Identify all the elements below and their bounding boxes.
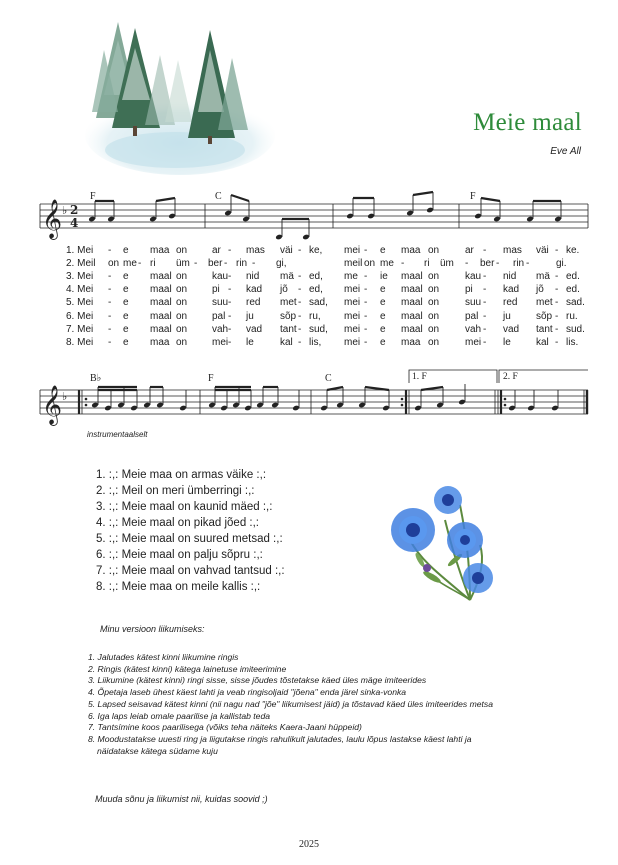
lyric-syllable: e (380, 297, 386, 309)
lyric-syllable: - (298, 336, 302, 348)
treble-clef: 𝄞 (42, 199, 63, 239)
lyric-syllable: on (428, 310, 440, 322)
lyric-syllable: e (123, 245, 129, 256)
staff-1 (40, 204, 588, 228)
time-signature-digit: 2 (70, 203, 79, 217)
composer: Eve All (550, 146, 581, 157)
lyric-syllable: le (503, 336, 511, 348)
lyric-syllable: 6. Mei (66, 310, 94, 322)
lyric-syllable: e (380, 336, 386, 348)
lyric-syllable: - (483, 323, 487, 335)
lyric-syllable: 2. Meil (66, 258, 96, 270)
lyric-syllable: sõp (536, 310, 553, 322)
lyric-syllable: mei (465, 336, 482, 348)
lyric-syllable: ju (246, 310, 254, 322)
lyric-syllable: - (108, 297, 112, 309)
lyric-syllable: - (194, 258, 198, 270)
lyric-syllable: - (228, 245, 232, 256)
lyric-syllable: - (364, 336, 368, 348)
lyric-syllable: - (555, 310, 559, 322)
lyric-syllable: vah (212, 323, 229, 335)
lyric-syllable: suu (465, 297, 482, 309)
lyric-syllable: - (364, 297, 368, 309)
staff-2 (40, 390, 588, 414)
lyric-syllable: kau (465, 271, 482, 283)
lyric-syllable: - (483, 284, 487, 296)
lyric-syllable: ri (424, 258, 430, 270)
lyric-syllable: - (108, 336, 112, 348)
notes-staff-2 (91, 384, 559, 411)
chord-label: F (208, 373, 214, 384)
lyric-syllable: mei (344, 336, 361, 348)
lyric-syllable: ed, (309, 271, 323, 283)
lyric-syllable: mä (536, 271, 550, 283)
chord-label: F (470, 191, 476, 202)
lyric-syllable: on (176, 271, 188, 283)
movements-title: Minu versioon liikumiseks: (100, 624, 205, 634)
volta-2-label: 2. F (503, 372, 518, 382)
chord-label: C (215, 191, 222, 202)
volta-1-label: 1. F (412, 372, 427, 382)
lyric-syllable: me (123, 258, 137, 270)
lyric-syllable: ke. (566, 245, 580, 256)
lyric-syllable: 5. Mei (66, 297, 94, 309)
lyric-syllable: mei (344, 284, 361, 296)
lyric-syllable: on (176, 284, 188, 296)
lyric-syllable: ru, (309, 310, 321, 322)
lyric-syllable: 1. Mei (66, 245, 94, 256)
lyric-syllable: - (298, 245, 302, 256)
lyric-syllable: on (176, 336, 188, 348)
lyric-syllable: ri (150, 258, 156, 270)
lyric-syllable: - (228, 297, 232, 309)
lyric-syllable: e (380, 323, 386, 335)
lyric-syllable: on (176, 297, 188, 309)
lyric-syllable: on (428, 245, 440, 256)
lyric-syllable: ke, (309, 245, 323, 256)
lyric-syllable: e (123, 271, 129, 283)
lyric-syllable: - (298, 297, 302, 309)
lyric-syllable: pal (465, 310, 479, 322)
lyric-syllable: ed. (566, 271, 580, 283)
footer-note: Muuda sõnu ja liikumist nii, kuidas soovid ;) (95, 794, 268, 804)
lyric-syllable: on (176, 310, 188, 322)
lyric-syllable: - (555, 323, 559, 335)
lyric-syllable: maal (150, 310, 172, 322)
lyric-syllable: - (228, 284, 232, 296)
lyric-syllable: on (428, 271, 440, 283)
lyric-syllable: maal (150, 297, 172, 309)
lyric-syllable: kad (503, 284, 520, 296)
lyric-syllable: tant (280, 323, 297, 335)
lyric-syllable: e (380, 284, 386, 296)
verse-list (96, 467, 285, 595)
movement-item: 2. Ringis (kätest kinni) kätega lainetuse imiteerimine (88, 663, 287, 674)
lyric-syllable: - (298, 310, 302, 322)
verse-line: 8. :,: Meie maa on meile kallis :,: (96, 581, 261, 593)
flat-sign-2: ♭ (62, 390, 68, 403)
lyric-syllable: ar (465, 245, 474, 256)
lyric-syllable: - (298, 271, 302, 283)
lyric-syllable: e (123, 323, 129, 335)
lyric-syllable: - (298, 323, 302, 335)
lyric-syllable: - (364, 310, 368, 322)
lyric-syllable: vad (503, 323, 520, 335)
lyric-syllable: red (503, 297, 518, 309)
lyric-syllable: 8. Mei (66, 336, 94, 348)
verse-line: 2. :,: Meil on meri ümberringi :,: (96, 485, 255, 497)
lyric-syllable: - (465, 258, 469, 270)
lyric-syllable: - (298, 284, 302, 296)
lyric-syllable: maal (401, 271, 423, 283)
lyric-syllable: pi (212, 284, 220, 296)
lyric-syllable: maal (150, 284, 172, 296)
verse-line: 5. :,: Meie maal on suured metsad :,: (96, 533, 283, 545)
lyric-syllable: vad (246, 323, 263, 335)
lyric-syllable: ed, (309, 284, 323, 296)
lyric-syllable: sud, (309, 323, 328, 335)
movement-item: 4. Õpetaja laseb ühest käest lahti ja veab ringisoljaid "jõena" enda järel sinka-vonka (88, 687, 407, 698)
lyric-syllable: - (228, 310, 232, 322)
lyric-syllable: on (428, 297, 440, 309)
lyric-syllable: rin (236, 258, 248, 270)
cornflower-illustration (391, 486, 493, 600)
lyric-syllable: maa (150, 336, 170, 348)
lyric-syllable: jõ (536, 284, 544, 296)
lyric-syllable: gi, (276, 258, 287, 270)
lyric-syllable: nid (503, 271, 517, 283)
lyric-syllable: suu (212, 297, 229, 309)
lyric-syllable: - (364, 323, 368, 335)
lyric-syllable: pal (212, 310, 226, 322)
lyric-syllable: - (364, 245, 368, 256)
lyric-syllable: maa (150, 245, 170, 256)
movements-list (88, 652, 493, 757)
lyric-syllable: üm (176, 258, 190, 270)
lyric-syllable: sad, (309, 297, 328, 309)
lyric-syllable: väi (536, 245, 549, 256)
lyric-syllable: 7. Mei (66, 323, 94, 335)
lyric-syllable: maa (401, 336, 421, 348)
lyric-syllable: lis. (566, 336, 579, 348)
lyric-syllable: on (364, 258, 376, 270)
lyric-syllable: mas (503, 245, 522, 256)
chord-label: C (325, 373, 332, 384)
year: 2025 (299, 839, 319, 850)
lyric-syllable: - (108, 323, 112, 335)
lyric-syllable: - (555, 284, 559, 296)
lyric-syllable: üm (440, 258, 454, 270)
lyric-syllable: - (483, 245, 487, 256)
movement-item: 3. Liikumine (kätest kinni) ringi sisse, sisse jõudes tõstetakse käed üles mäge imiteerides (88, 675, 427, 686)
lyric-syllable: red (246, 297, 261, 309)
lyric-syllable: ju (503, 310, 511, 322)
verse-line: 7. :,: Meie maal on vahvad tantsud :,: (96, 565, 285, 577)
lyric-syllable: meil (344, 258, 363, 270)
lyric-syllable: - (401, 258, 405, 270)
note-beam (327, 387, 343, 390)
note-beam (481, 198, 500, 201)
lyric-syllable: väi (280, 245, 293, 256)
lyric-syllable: - (555, 297, 559, 309)
movement-item: 7. Tantsímine koos paarilisega (võiks teha näiteks Kaera-Jaani hüppeid) (88, 722, 362, 733)
lyric-syllable: on (428, 336, 440, 348)
lyric-syllable: maal (150, 271, 172, 283)
song-title: Meie maal (473, 109, 582, 136)
verse-line: 6. :,: Meie maal on palju sõpru :,: (96, 549, 263, 561)
lyric-syllable: gi. (556, 258, 567, 270)
lyric-syllable: maal (401, 323, 423, 335)
lyric-syllable: met (280, 297, 297, 309)
lyric-syllable: - (108, 284, 112, 296)
lyric-syllable: - (228, 271, 232, 283)
lyric-syllable: - (483, 271, 487, 283)
lyric-syllable: nid (246, 271, 260, 283)
lyric-syllable: - (108, 245, 112, 256)
movement-item-continuation: näidatakse kätega südame kuju (97, 745, 218, 756)
lyric-syllable: maal (401, 284, 423, 296)
movement-item: 1. Jalutades kätest kinni liikumine ringis (88, 652, 239, 662)
note-beam (365, 387, 389, 390)
verse-line: 4. :,: Meie maal on pikad jõed :,: (96, 517, 260, 529)
lyric-syllable: - (138, 258, 142, 270)
lyric-syllable: rin (513, 258, 525, 270)
lyric-syllable: - (555, 245, 559, 256)
lyric-syllable: e (123, 310, 129, 322)
lyric-syllable: e (123, 336, 129, 348)
note-beam (421, 387, 443, 390)
note-beam (413, 192, 433, 195)
lyric-syllable: maa (401, 245, 421, 256)
lyric-syllable: me (344, 271, 358, 283)
lyric-syllable: e (380, 310, 386, 322)
chord-label: F (90, 191, 96, 202)
lyric-syllable: vah (465, 323, 482, 335)
lyric-syllable: - (483, 310, 487, 322)
lyric-syllable: mei (212, 336, 229, 348)
lyric-syllable: - (483, 297, 487, 309)
lyric-syllable: - (108, 271, 112, 283)
lyric-syllable: on (428, 284, 440, 296)
lyric-syllable: on (428, 323, 440, 335)
lyric-syllable: maal (401, 297, 423, 309)
lyric-syllable: maal (401, 310, 423, 322)
lyric-syllable: - (555, 336, 559, 348)
lyric-syllable: - (108, 310, 112, 322)
lyric-syllable: lis, (309, 336, 322, 348)
lyric-syllable: pi (465, 284, 473, 296)
lyric-syllable: kau (212, 271, 229, 283)
lyric-syllable: me (380, 258, 394, 270)
lyric-syllable: sõp (280, 310, 297, 322)
lyric-syllable: mas (246, 245, 265, 256)
lyric-syllable: - (228, 323, 232, 335)
lyric-syllable: mei (344, 297, 361, 309)
lyric-syllable: met (536, 297, 553, 309)
lyric-syllable: - (526, 258, 530, 270)
time-signature-digit: 4 (70, 216, 79, 230)
lyric-syllable: ber (480, 258, 495, 270)
lyric-syllable: e (123, 297, 129, 309)
volta-brackets (409, 370, 588, 383)
lyric-syllable: ar (212, 245, 221, 256)
lyric-syllable: ru. (566, 310, 578, 322)
lyric-syllable: sad. (566, 297, 585, 309)
lyric-syllable: - (224, 258, 228, 270)
lyric-syllable: kal (280, 336, 293, 348)
lyric-syllable: - (483, 336, 487, 348)
lyric-syllable: - (252, 258, 256, 270)
lyric-syllable: ie (380, 271, 388, 283)
lyric-syllable: sud. (566, 323, 585, 335)
movement-item: 8. Moodustatakse uuesti ring ja liigutakse ringis rahulikult jalutades, laulu lõpus lastakse käest lahti ja (88, 733, 472, 744)
lyric-syllable: ed. (566, 284, 580, 296)
lyric-syllable: - (364, 271, 368, 283)
instrumental-label: instrumentaalselt (87, 430, 148, 439)
lyric-syllable: e (123, 284, 129, 296)
verse-line: 1. :,: Meie maa on armas väike :,: (96, 469, 267, 481)
lyric-syllable: on (108, 258, 120, 270)
movement-item: 6. Iga laps leiab omale paarilise ja kallistab teda (88, 710, 271, 721)
lyric-syllable: mei (344, 310, 361, 322)
lyric-syllable: maal (150, 323, 172, 335)
lyric-syllable: 4. Mei (66, 284, 94, 296)
lyric-syllable: mei (344, 245, 361, 256)
verse-line: 3. :,: Meie maal on kaunid mäed :,: (96, 501, 273, 513)
lyric-syllable: jõ (280, 284, 288, 296)
lyric-syllable: mei (344, 323, 361, 335)
lyric-syllable: - (364, 284, 368, 296)
winter-trees-illustration (85, 22, 275, 175)
lyric-syllable: tant (536, 323, 553, 335)
lyric-syllable: - (496, 258, 500, 270)
movement-item: 5. Lapsed seisavad kätest kinni (nii nagu nad "jõe" liikumisest jäid) ja tõstavad käed üles imiteerides metsa (88, 698, 493, 709)
flat-sign: ♭ (62, 204, 68, 217)
lyric-syllable: - (228, 336, 232, 348)
lyric-syllable: on (176, 245, 188, 256)
lyric-syllable: e (380, 245, 386, 256)
lyric-syllable: kal (536, 336, 549, 348)
lyric-syllable: le (246, 336, 254, 348)
lyric-syllable: 3. Mei (66, 271, 94, 283)
note-beam (156, 198, 175, 201)
lyric-syllable: ber (208, 258, 223, 270)
lyric-syllable: kad (246, 284, 263, 296)
treble-clef-2: 𝄞 (42, 385, 63, 425)
lyric-syllable: mä (280, 271, 294, 283)
lyric-syllable: - (555, 271, 559, 283)
note-beam (231, 195, 249, 201)
chord-label: B♭ (90, 373, 102, 384)
lyric-syllable: on (176, 323, 188, 335)
